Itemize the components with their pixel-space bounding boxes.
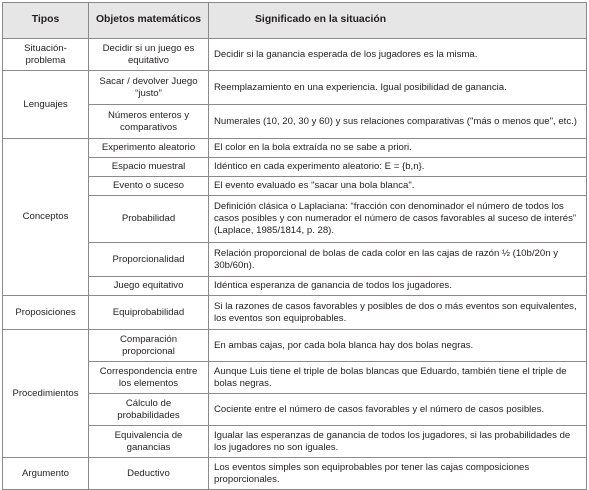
significado-cell: Relación proporcional de bolas de cada color en las cajas de razón ½ (10b/20n y 30b/60n). (209, 243, 587, 277)
objeto-cell: Probabilidad (89, 196, 209, 243)
objeto-cell: Sacar / devolver Juego “justo” (89, 71, 209, 105)
table-row (3, 39, 587, 71)
header-objetos: Objetos matemáticos (89, 3, 209, 39)
tipo-cell: Conceptos (3, 139, 89, 296)
table-row (3, 177, 587, 196)
significado-cell: Definición clásica o Laplaciana: “fracción con denominador el número de todos los casos posibles y con numerador el número de casos favorables al suceso de interés” (Laplace, 1985/1814, p. 28). (209, 196, 587, 243)
header-row (3, 3, 587, 39)
tipo-cell: Argumento (3, 458, 89, 490)
table-row (3, 426, 587, 458)
table-row (3, 139, 587, 158)
objeto-cell: Deductivo (89, 458, 209, 490)
tipo-cell: Procedimientos (3, 330, 89, 458)
tipo-cell: Lenguajes (3, 71, 89, 139)
objeto-cell: Equivalencia de ganancias (89, 426, 209, 458)
significado-cell: Cociente entre el número de casos favorables y el número de casos posibles. (209, 394, 587, 426)
objeto-cell: Experimento aleatorio (89, 139, 209, 158)
table-row (3, 158, 587, 177)
significado-cell: Igualar las esperanzas de ganancia de todos los jugadores, si las probabilidades de los jugadores no son iguales. (209, 426, 587, 458)
objeto-cell: Cálculo de probabilidades (89, 394, 209, 426)
table-row (3, 362, 587, 394)
table-row (3, 196, 587, 243)
table-row (3, 394, 587, 426)
table-row (3, 71, 587, 105)
tipo-cell: Proposiciones (3, 296, 89, 330)
onto-semiotic-table (2, 2, 587, 490)
table-row (3, 277, 587, 296)
table-row (3, 243, 587, 277)
objeto-cell: Decidir si un juego es equitativo (89, 39, 209, 71)
table-row (3, 296, 587, 330)
objeto-cell: Evento o suceso (89, 177, 209, 196)
significado-cell: El color en la bola extraída no se sabe a priori. (209, 139, 587, 158)
table-row (3, 458, 587, 490)
objeto-cell: Números enteros y comparativos (89, 105, 209, 139)
significado-cell: En ambas cajas, por cada bola blanca hay dos bolas negras. (209, 330, 587, 362)
significado-cell: Numerales (10, 20, 30 y 60) y sus relaciones comparativas ("más o menos que", etc.) (209, 105, 587, 139)
significado-cell: Decidir si la ganancia esperada de los jugadores es la misma. (209, 39, 587, 71)
objeto-cell: Juego equitativo (89, 277, 209, 296)
significado-cell: Idéntica esperanza de ganancia de todos los jugadores. (209, 277, 587, 296)
objeto-cell: Proporcionalidad (89, 243, 209, 277)
significado-cell: Idéntico en cada experimento aleatorio: E = {b,n}. (209, 158, 587, 177)
header-significado: Significado en la situación (209, 3, 587, 39)
table-row (3, 105, 587, 139)
tipo-cell: Situación-problema (3, 39, 89, 71)
significado-cell: Aunque Luis tiene el triple de bolas blancas que Eduardo, también tiene el triple de bolas negras. (209, 362, 587, 394)
significado-cell: El evento evaluado es "sacar una bola blanca". (209, 177, 587, 196)
table-row (3, 330, 587, 362)
significado-cell: Si la razones de casos favorables y posibles de dos o más eventos son equivalentes, los eventos son equiprobables. (209, 296, 587, 330)
objeto-cell: Comparación proporcional (89, 330, 209, 362)
significado-cell: Los eventos simples son equiprobables por tener las cajas composiciones proporcionales. (209, 458, 587, 490)
significado-cell: Reemplazamiento en una experiencia. Igual posibilidad de ganancia. (209, 71, 587, 105)
objeto-cell: Correspondencia entre los elementos (89, 362, 209, 394)
header-tipos: Tipos (3, 3, 89, 39)
objeto-cell: Equiprobabilidad (89, 296, 209, 330)
objeto-cell: Espacio muestral (89, 158, 209, 177)
